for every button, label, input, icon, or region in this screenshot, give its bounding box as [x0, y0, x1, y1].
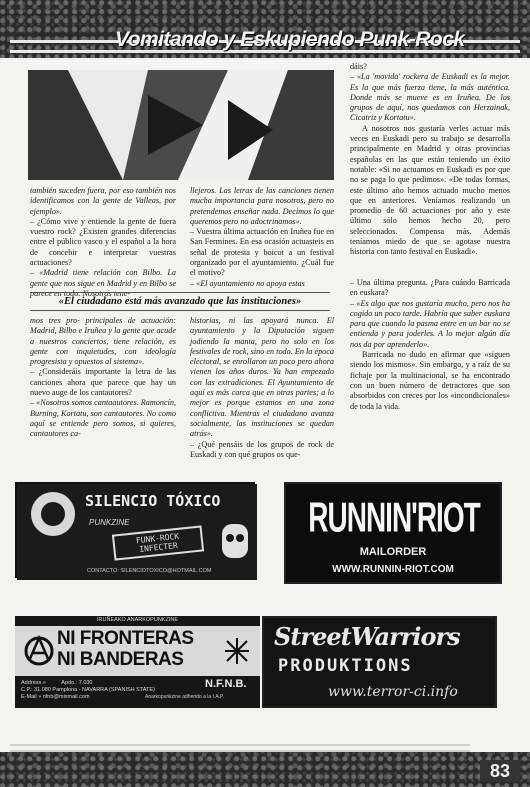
paragraph: – «La 'movida' rockera de Euskadi es la mejor. Es la que más fuerza tiene, la más auténtica. Donde más se mueve es en Iruñea. De los grupos de aquí, nos quedamos con Herzainak, Cicatriz y Kortatu».	[350, 72, 510, 123]
paragraph: – «Es algo que nos gustaría mucho, pero nos ha cogido un poco tarde. Habría que saber euskara para que cuando la pasma entre en un bar no se entienda y para joderles. A lo mejor algún día nos da por aprenderlo».	[350, 298, 510, 349]
nfnb-cp: C.P.: 31.080 Pamplona - NAVARRA (SPANISH STATE)	[21, 687, 155, 693]
runnin-subtitle: MAILORDER	[359, 546, 427, 558]
article-column-bottom-center	[190, 316, 334, 459]
article-column-bottom-left	[30, 316, 176, 440]
section-title: Vomitando y Eskupiendo Punk-Rock	[115, 28, 465, 51]
street-line2: PRODUKTIONS	[278, 656, 413, 676]
nfnb-initials: N.F.N.B.	[205, 678, 247, 690]
silencio-subtitle: PUNKZINE	[89, 518, 130, 527]
silencio-title: SILENCIO TÓXICO	[85, 492, 221, 510]
silencio-contact[interactable]: CONTACTO: SILENCIOTOXICO@HOTMAIL.COM	[87, 568, 212, 574]
paragraph: – «El ayuntamiento no apoya estas	[190, 278, 305, 288]
paragraph: dáis?	[350, 62, 367, 71]
paragraph: – ¿Consideráis importante la letra de las canciones ahora que parece que hay un nuevo auge de los cantautores?	[30, 367, 176, 398]
paragraph: – Una última pregunta. ¿Para cuándo Barricada en euskara?	[350, 278, 510, 298]
runnin-url[interactable]: WWW.RUNNIN-RIOT.COM	[332, 564, 454, 575]
paragraph: – «Nosotros somos cantaautores. Ramoncín, Burning, Kortatu, son cantautores. No como aquí se entiende pero somos, si quieres, cantautores ca-	[30, 398, 176, 439]
article-photo	[28, 70, 334, 180]
street-line1: StreetWarriors	[274, 622, 460, 651]
paragraph: – Vuestra última actuación en Iruñea fue en San Fermines. En esa ocasión actuasteis en señal de protesta y boicot a un festival organizado por el ayuntamiento. ¿Cuál fue el motivo?	[190, 227, 334, 278]
article-column-right-bottom	[350, 278, 510, 468]
pull-quote: «El ciudadano está más avanzado que las instituciones»	[30, 292, 330, 311]
paragraph: llejeros. Las letras de las canciones tienen mucha importancia para nosotros, pero no pretendemos enseñar nada. Decimos lo que queremos pero no adoctrinamos».	[190, 186, 334, 226]
nfnb-address-block	[21, 680, 155, 701]
nfnb-line2: NI BANDERAS	[57, 649, 184, 670]
paragraph: – «Madrid tiene relación con Bilbo. La gente que nos sigue en Madrid y en Bilbo se parece en todo. Nosotros tene-	[30, 268, 176, 298]
article-column-mid-left	[30, 186, 176, 298]
ad-street-warriors[interactable]	[262, 616, 497, 708]
paragraph: historias, ni las apoyará nunca. El ayuntamiento y la Diputación siguen jodiendo la manta, pero no solo en los festivales de rock, sino en todo. En la época electoral, se enrollaron un poco pero ahora vienen los años duros. Ya han empezado con las extradiciones. El Ayuntamiento de aquí es más carca que en otras partes; a lo mejor es porque estamos en una zona conflictiva. Mientras el ciudadano avanza socialmente, las instituciones se quedan atrás».	[190, 316, 334, 439]
header-band	[0, 0, 530, 58]
nfnb-apdo: Apdo.: 7.030	[61, 680, 93, 686]
paragraph: mos tres pro- principales de actuación: Madrid, Bilbo e Iruñea y la gente que acude a nuestros conciertos, tiene relación, es gente con inquietudes, con ideología progresista y opuestos al sistema».	[30, 316, 176, 367]
nfnb-email[interactable]: E-Mail » nfnb@mixmail.com	[21, 694, 90, 700]
runnin-title: RUNNIN'RIOT	[308, 494, 480, 541]
nfnb-line1: NI FRONTERAS	[57, 628, 194, 649]
nfnb-top: IRUÑEAKO ANARKOPUNKZINE	[97, 617, 178, 623]
footer-rule-bottom	[10, 750, 470, 752]
paragraph: también suceden fuera, por eso también nos identificamos con la gente de Valleas, por ejemplo».	[30, 186, 176, 216]
ad-ni-fronteras-ni-banderas[interactable]	[15, 616, 260, 708]
footer-rule-top	[10, 744, 470, 746]
article-column-right-top	[350, 62, 510, 276]
ad-silencio-toxico[interactable]	[15, 482, 255, 578]
nfnb-tagline: Anarkopunkzine adherido a la I.A.P.	[145, 694, 225, 700]
street-url[interactable]: www.terror-ci.info	[328, 684, 458, 700]
nfnb-address-label: Address »	[21, 680, 46, 686]
paragraph: – ¿Cómo vive y entiende la gente de fuera vuestro rock? ¿Existen grandes diferencias entre el público vasco y el español a la hora de concebir e interpretar vuestras actuaciones?	[30, 216, 176, 268]
page-number: 83	[480, 760, 520, 782]
paragraph: A nosotros nos gustaría verles actuar más veces en Euskadi pero su trabajo se desarrolla principalmente en Madrid y otras provincias españolas en las que están teniendo un éxito notable: «Si no actuamos en Euskadi es por que no se paga lo que pedimos». «De todas formas, este último año hemos actuado mucho menos que en anteriores. Veníamos realizando un promedio de 60 actuaciones por año y este último sólo hemos hecho 20, pero seleccionados. Compensa más. Además teníamos miedo de que se agotase nuestra historia con tanto festival en Euskadi».	[350, 123, 510, 257]
paragraph: – ¿Qué pensáis de los grupos de rock de Euskadi y con qué grupos os que-	[190, 439, 334, 459]
article-column-mid-center	[190, 186, 334, 286]
paragraph: Barricada no dudo en afirmar que «siguen siendo los mismos». Sin embargo, y a raíz de su fichaje por la multinacional, se ha encontrado con un buen número de detractores que son absorbidos con creces por los «incondicionales» de toda la vida.	[350, 350, 510, 411]
silencio-stamp: FUNK-ROCK INFECTER	[112, 525, 204, 560]
ad-runnin-riot[interactable]	[284, 482, 502, 584]
